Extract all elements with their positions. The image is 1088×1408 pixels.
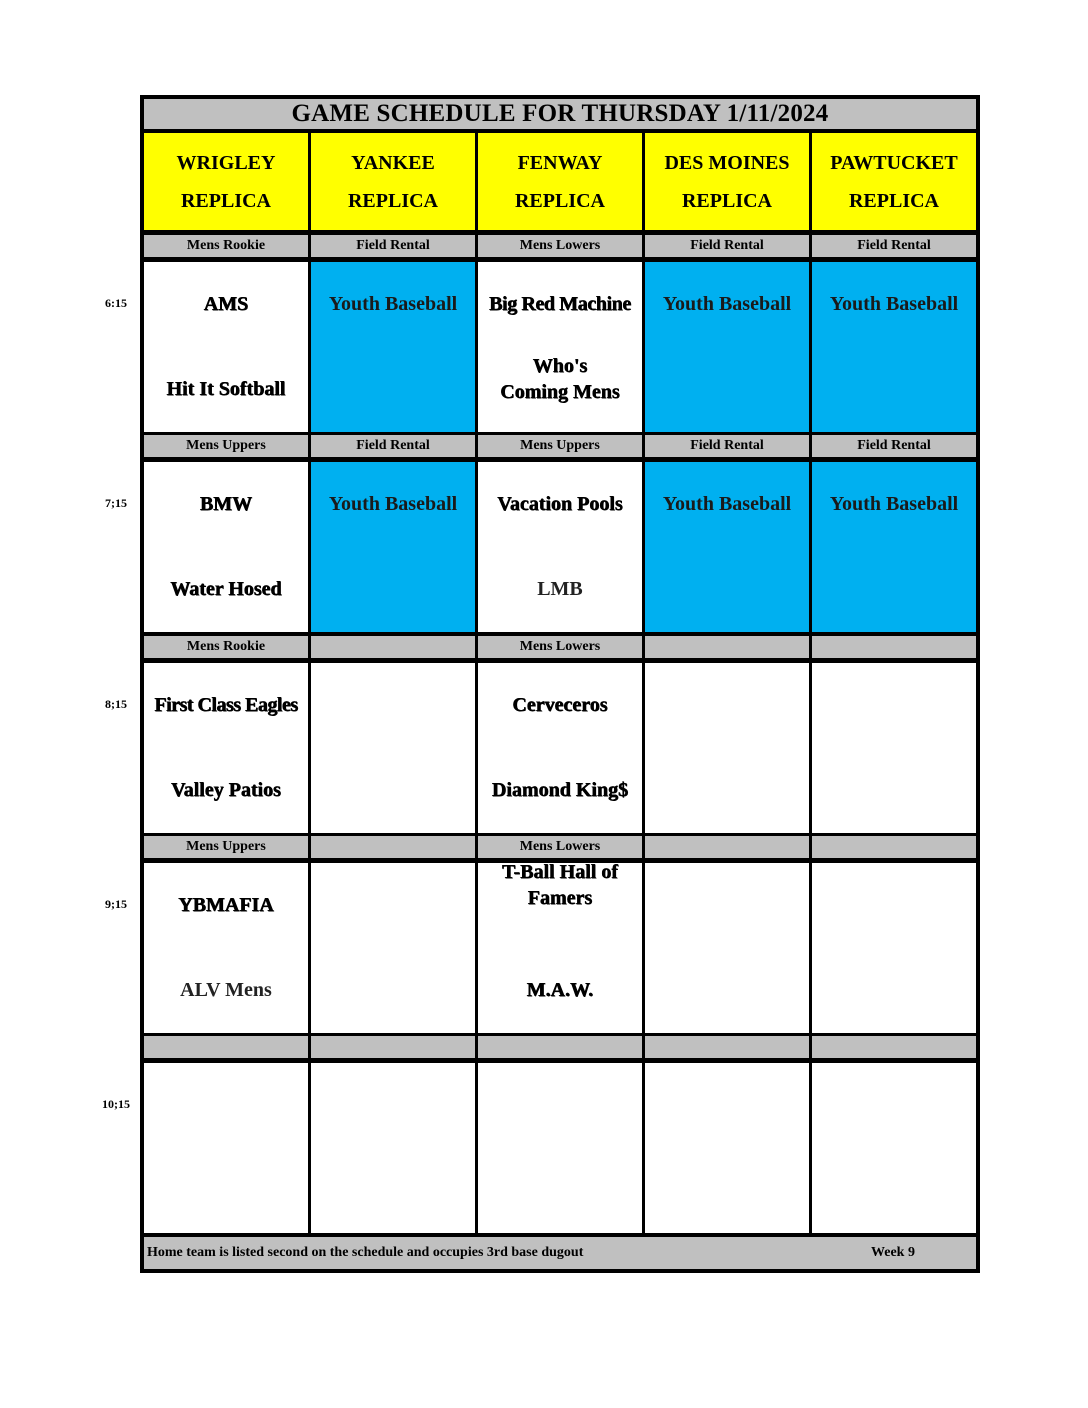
game-cell <box>478 262 642 432</box>
game-cell <box>311 863 475 1033</box>
away-team <box>645 663 809 747</box>
game-cell <box>144 863 308 1033</box>
away-team: BMW <box>199 493 253 515</box>
home-team <box>645 346 809 432</box>
time-slot-label: 7;15 <box>105 496 127 510</box>
home-team <box>311 747 475 833</box>
home-team <box>812 346 976 432</box>
home-team <box>645 947 809 1033</box>
field-type: REPLICA <box>681 189 772 212</box>
field-header <box>812 133 976 230</box>
game-cell <box>478 462 642 632</box>
away-team <box>645 863 809 947</box>
time-slot-label: 6:15 <box>105 296 127 310</box>
away-team <box>812 1063 976 1147</box>
game-cell <box>812 863 976 1033</box>
home-team <box>311 1147 475 1233</box>
home-team <box>311 546 475 632</box>
away-team <box>311 663 475 747</box>
league-label: Mens Uppers <box>478 435 642 457</box>
league-label: Field Rental <box>645 435 809 457</box>
game-cell <box>812 663 976 833</box>
away-team <box>812 863 976 947</box>
home-team <box>478 1147 642 1233</box>
field-rental-cell <box>812 262 976 432</box>
home-team: LMB <box>537 578 583 600</box>
game-cell <box>311 663 475 833</box>
schedule-grid <box>140 95 980 1273</box>
away-team <box>311 1063 475 1147</box>
field-header <box>311 133 475 230</box>
game-cell <box>144 663 308 833</box>
league-label <box>812 636 976 658</box>
league-label: Mens Rookie <box>144 636 308 658</box>
away-team <box>311 863 475 947</box>
field-type: REPLICA <box>180 189 271 212</box>
league-label: Field Rental <box>812 435 976 457</box>
game-cell <box>144 462 308 632</box>
league-label <box>645 1036 809 1058</box>
league-label <box>645 636 809 658</box>
home-team <box>144 1147 308 1233</box>
field-rental-cell <box>311 462 475 632</box>
rental-name: Youth Baseball <box>829 493 959 515</box>
away-team: T-Ball Hall of Famers <box>502 861 618 909</box>
game-cell <box>478 1063 642 1233</box>
league-label <box>311 836 475 858</box>
game-cell <box>311 1063 475 1233</box>
home-team <box>311 346 475 432</box>
home-team <box>311 947 475 1033</box>
league-label <box>311 1036 475 1058</box>
game-cell <box>645 1063 809 1233</box>
rental-name: Youth Baseball <box>328 293 458 315</box>
league-label: Mens Lowers <box>478 836 642 858</box>
away-team: Cerveceros <box>512 694 608 716</box>
league-label <box>311 636 475 658</box>
field-type: REPLICA <box>848 189 939 212</box>
league-label: Field Rental <box>645 235 809 257</box>
game-cell <box>645 863 809 1033</box>
home-team: ALV Mens <box>180 979 272 1001</box>
home-team: Diamond King$ <box>491 779 629 801</box>
league-label <box>812 836 976 858</box>
league-label <box>144 1036 308 1058</box>
time-slot-label: 8;15 <box>105 697 127 711</box>
away-team: YBMAFIA <box>178 894 274 916</box>
field-name: FENWAY <box>517 151 603 174</box>
field-rental-cell <box>645 462 809 632</box>
home-team: Who's Coming Mens <box>500 355 620 403</box>
league-label <box>478 1036 642 1058</box>
game-cell <box>812 1063 976 1233</box>
away-team: Big Red Machine <box>489 293 631 315</box>
away-team <box>812 663 976 747</box>
away-team: First Class Eagles <box>154 694 298 716</box>
field-name: DES MOINES <box>664 151 790 174</box>
footer-note: Home team is listed second on the schedule and occupies 3rd base dugout <box>147 1245 584 1260</box>
league-label <box>645 836 809 858</box>
home-team <box>812 747 976 833</box>
game-cell <box>645 663 809 833</box>
home-team <box>645 1147 809 1233</box>
field-type: REPLICA <box>514 189 605 212</box>
home-team <box>812 1147 976 1233</box>
rental-name: Youth Baseball <box>328 493 458 515</box>
footer-bar <box>144 1237 976 1269</box>
home-team: Water Hosed <box>170 578 282 600</box>
field-rental-cell <box>311 262 475 432</box>
away-team: Vacation Pools <box>497 493 623 515</box>
league-label: Mens Uppers <box>144 435 308 457</box>
away-team: AMS <box>203 293 249 315</box>
league-label: Mens Lowers <box>478 235 642 257</box>
home-team: Valley Patios <box>171 779 281 801</box>
field-name: PAWTUCKET <box>830 151 958 174</box>
away-team <box>144 1063 308 1147</box>
league-label <box>812 1036 976 1058</box>
field-type: REPLICA <box>347 189 438 212</box>
time-slot-label: 9;15 <box>105 897 127 911</box>
league-label: Mens Uppers <box>144 836 308 858</box>
league-label: Mens Rookie <box>144 235 308 257</box>
game-cell <box>144 1063 308 1233</box>
away-team <box>645 1063 809 1147</box>
home-team <box>812 546 976 632</box>
time-slot-label: 10;15 <box>102 1097 130 1111</box>
field-name: WRIGLEY <box>176 151 276 174</box>
field-header <box>645 133 809 230</box>
league-label: Field Rental <box>311 435 475 457</box>
field-header <box>478 133 642 230</box>
week-label: Week 9 <box>871 1245 915 1260</box>
game-cell <box>144 262 308 432</box>
home-team <box>645 747 809 833</box>
game-cell <box>478 863 642 1033</box>
rental-name: Youth Baseball <box>662 293 792 315</box>
game-cell <box>478 663 642 833</box>
home-team: Hit It Softball <box>166 378 286 400</box>
away-team <box>478 1063 642 1147</box>
field-header <box>144 133 308 230</box>
home-team <box>812 947 976 1033</box>
league-label: Field Rental <box>812 235 976 257</box>
rental-name: Youth Baseball <box>662 493 792 515</box>
field-rental-cell <box>645 262 809 432</box>
league-label: Field Rental <box>311 235 475 257</box>
rental-name: Youth Baseball <box>829 293 959 315</box>
field-rental-cell <box>812 462 976 632</box>
league-label: Mens Lowers <box>478 636 642 658</box>
home-team: M.A.W. <box>526 979 594 1001</box>
field-name: YANKEE <box>351 151 435 174</box>
schedule-title: GAME SCHEDULE FOR THURSDAY 1/11/2024 <box>144 99 976 129</box>
home-team <box>645 546 809 632</box>
